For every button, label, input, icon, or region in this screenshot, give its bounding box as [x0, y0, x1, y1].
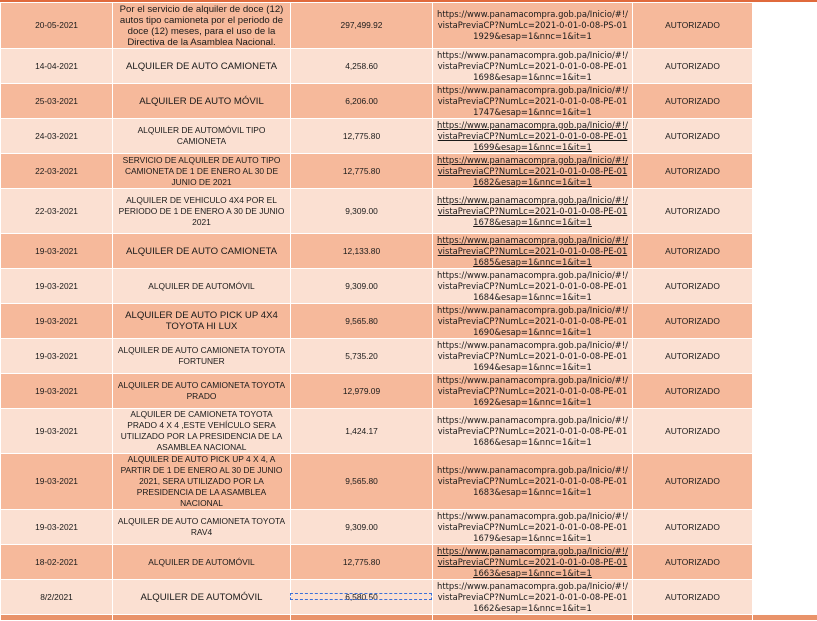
description-cell[interactable]: ALQUILER DE AUTO PICK UP 4 X 4, A PARTIR DE 1 DE ENERO AL 30 DE JUNIO 2021, SERA UTILIZADO POR LA PRESIDENCIA DE LA ASAMBLEA NACIONAL — [113, 454, 291, 510]
link-cell[interactable] — [433, 545, 633, 580]
empty-cell[interactable] — [753, 374, 817, 409]
procurement-link[interactable]: https://www.panamacompra.gob.pa/Inicio/#!/vistaPreviaCP?NumLc=2021-0-01-0-08-PE-011694&esap=1&nnc=1&it=1 — [437, 340, 628, 372]
amount-cell[interactable]: 12,775.80 — [291, 154, 433, 189]
table-row — [1, 189, 817, 234]
amount-cell[interactable]: 9,565.80 — [291, 304, 433, 339]
totals-cell[interactable] — [291, 615, 433, 621]
amount-cell[interactable]: 12,775.80 — [291, 545, 433, 580]
procurement-link[interactable]: https://www.panamacompra.gob.pa/Inicio/#!/vistaPreviaCP?NumLc=2021-0-01-0-08-PE-011699&esap=1&nnc=1&it=1 — [437, 120, 628, 152]
amount-cell[interactable]: 9,309.00 — [291, 189, 433, 234]
procurement-link[interactable]: https://www.panamacompra.gob.pa/Inicio/#!/vistaPreviaCP?NumLc=2021-0-01-0-08-PE-011679&esap=1&nnc=1&it=1 — [437, 511, 628, 543]
status-cell[interactable]: AUTORIZADO — [633, 580, 753, 615]
date-cell[interactable]: 19-03-2021 — [1, 409, 113, 454]
link-cell[interactable] — [433, 119, 633, 154]
date-cell[interactable]: 14-04-2021 — [1, 49, 113, 84]
link-cell[interactable] — [433, 3, 633, 49]
amount-cell[interactable]: 297,499.92 — [291, 3, 433, 49]
totals-cell[interactable] — [113, 615, 291, 621]
empty-cell[interactable] — [753, 510, 817, 545]
date-cell[interactable]: 24-03-2021 — [1, 119, 113, 154]
description-cell[interactable]: ALQUILER DE AUTO PICK UP 4X4 TOYOTA HI LUX — [113, 304, 291, 339]
link-cell[interactable] — [433, 154, 633, 189]
link-cell[interactable] — [433, 304, 633, 339]
amount-cell[interactable]: 1,424.17 — [291, 409, 433, 454]
description-cell[interactable]: ALQUILER DE AUTOMÓVIL — [113, 545, 291, 580]
procurement-link[interactable]: https://www.panamacompra.gob.pa/Inicio/#!/vistaPreviaCP?NumLc=2021-0-01-0-08-PE-011686&esap=1&nnc=1&it=1 — [437, 415, 628, 447]
procurement-link[interactable]: https://www.panamacompra.gob.pa/Inicio/#!/vistaPreviaCP?NumLc=2021-0-01-0-08-PE-011692&esap=1&nnc=1&it=1 — [437, 375, 628, 407]
table-row — [1, 510, 817, 545]
description-cell[interactable]: ALQUILER DE AUTOMÓVIL — [113, 269, 291, 304]
link-cell[interactable] — [433, 84, 633, 119]
amount-cell[interactable]: 6,206.00 — [291, 84, 433, 119]
description-cell[interactable]: ALQUILER DE AUTO MÓVIL — [113, 84, 291, 119]
empty-cell[interactable] — [753, 49, 817, 84]
link-cell[interactable] — [433, 339, 633, 374]
empty-cell[interactable] — [753, 119, 817, 154]
status-cell[interactable]: AUTORIZADO — [633, 3, 753, 49]
status-cell[interactable]: AUTORIZADO — [633, 454, 753, 510]
empty-cell[interactable] — [753, 3, 817, 49]
empty-cell[interactable] — [753, 339, 817, 374]
amount-cell[interactable]: 6,580.50 — [291, 580, 433, 615]
link-cell[interactable] — [433, 374, 633, 409]
amount-cell[interactable]: 9,565.80 — [291, 454, 433, 510]
procurement-link[interactable]: https://www.panamacompra.gob.pa/Inicio/#!/vistaPreviaCP?NumLc=2021-0-01-0-08-PE-011683&esap=1&nnc=1&it=1 — [437, 465, 628, 497]
date-cell[interactable]: 22-03-2021 — [1, 154, 113, 189]
status-cell[interactable]: AUTORIZADO — [633, 409, 753, 454]
link-cell[interactable] — [433, 269, 633, 304]
link-cell[interactable] — [433, 580, 633, 615]
description-cell[interactable]: ALQUILER DE AUTO CAMIONETA — [113, 49, 291, 84]
procurement-link[interactable]: https://www.panamacompra.gob.pa/Inicio/#!/vistaPreviaCP?NumLc=2021-0-01-0-08-PE-011663&esap=1&nnc=1&it=1 — [437, 546, 628, 578]
contracts-table — [0, 2, 817, 621]
description-cell[interactable]: ALQUILER DE AUTO CAMIONETA TOYOTA RAV4 — [113, 510, 291, 545]
table-row — [1, 119, 817, 154]
description-cell[interactable]: Por el servicio de alquiler de doce (12) autos tipo camioneta por el periodo de doce (12) meses, para el uso de la Directiva de la Asamblea Nacional. — [113, 3, 291, 49]
date-cell[interactable]: 19-03-2021 — [1, 339, 113, 374]
amount-cell[interactable]: 12,979.09 — [291, 374, 433, 409]
empty-cell[interactable] — [753, 580, 817, 615]
status-cell[interactable]: AUTORIZADO — [633, 510, 753, 545]
table-row — [1, 234, 817, 269]
date-cell[interactable]: 25-03-2021 — [1, 84, 113, 119]
date-cell[interactable]: 19-03-2021 — [1, 374, 113, 409]
description-cell[interactable]: ALQUILER DE AUTOMÓVIL TIPO CAMIONETA — [113, 119, 291, 154]
status-cell[interactable]: AUTORIZADO — [633, 339, 753, 374]
table-row — [1, 3, 817, 49]
link-cell[interactable] — [433, 510, 633, 545]
description-cell[interactable]: ALQUILER DE VEHICULO 4X4 POR EL PERIODO DE 1 DE ENERO A 30 DE JUNIO 2021 — [113, 189, 291, 234]
totals-cell[interactable] — [433, 615, 633, 621]
procurement-link[interactable]: https://www.panamacompra.gob.pa/Inicio/#!/vistaPreviaCP?NumLc=2021-0-01-0-08-PE-011685&esap=1&nnc=1&it=1 — [437, 235, 628, 267]
empty-cell[interactable] — [753, 304, 817, 339]
date-cell[interactable]: 19-03-2021 — [1, 454, 113, 510]
amount-cell[interactable]: 9,309.00 — [291, 269, 433, 304]
date-cell[interactable]: 8/2/2021 — [1, 580, 113, 615]
table-row — [1, 339, 817, 374]
table-row — [1, 154, 817, 189]
description-cell[interactable]: ALQUILER DE CAMIONETA TOYOTA PRADO 4 X 4 ,ESTE VEHÍCULO SERA UTILIZADO POR LA PRESIDENCIA DE LA ASAMBLEA NACIONAL — [113, 409, 291, 454]
status-cell[interactable]: AUTORIZADO — [633, 304, 753, 339]
table-row — [1, 304, 817, 339]
table-row — [1, 49, 817, 84]
date-cell[interactable]: 22-03-2021 — [1, 189, 113, 234]
date-cell[interactable]: 20-05-2021 — [1, 3, 113, 49]
description-cell[interactable]: ALQUILER DE AUTO CAMIONETA TOYOTA PRADO — [113, 374, 291, 409]
table-row — [1, 84, 817, 119]
cell-selection-marquee — [290, 593, 432, 600]
empty-cell[interactable] — [753, 84, 817, 119]
empty-cell[interactable] — [753, 409, 817, 454]
link-cell[interactable] — [433, 49, 633, 84]
procurement-link[interactable]: https://www.panamacompra.gob.pa/Inicio/#!/vistaPreviaCP?NumLc=2021-0-01-0-08-PE-011678&esap=1&nnc=1&it=1 — [437, 195, 628, 227]
amount-cell[interactable]: 5,735.20 — [291, 339, 433, 374]
amount-cell[interactable]: 12,775.80 — [291, 119, 433, 154]
status-cell[interactable]: AUTORIZADO — [633, 269, 753, 304]
amount-cell[interactable]: 9,309.00 — [291, 510, 433, 545]
status-cell[interactable]: AUTORIZADO — [633, 49, 753, 84]
date-cell[interactable]: 18-02-2021 — [1, 545, 113, 580]
date-cell[interactable]: 19-03-2021 — [1, 510, 113, 545]
procurement-link[interactable]: https://www.panamacompra.gob.pa/Inicio/#!/vistaPreviaCP?NumLc=2021-0-01-0-08-PE-011682&esap=1&nnc=1&it=1 — [437, 155, 628, 187]
table-row — [1, 409, 817, 454]
link-cell[interactable] — [433, 409, 633, 454]
totals-row — [1, 615, 817, 621]
status-cell[interactable]: AUTORIZADO — [633, 84, 753, 119]
status-cell[interactable]: AUTORIZADO — [633, 234, 753, 269]
totals-cell[interactable] — [1, 615, 113, 621]
status-cell[interactable]: AUTORIZADO — [633, 189, 753, 234]
procurement-link[interactable]: https://www.panamacompra.gob.pa/Inicio/#!/vistaPreviaCP?NumLc=2021-0-01-0-08-PS-011929&esap=1&nnc=1&it=1 — [437, 9, 628, 41]
description-cell[interactable]: ALQUILER DE AUTOMÓVIL — [113, 580, 291, 615]
status-cell[interactable]: AUTORIZADO — [633, 119, 753, 154]
amount-cell[interactable]: 4,258.60 — [291, 49, 433, 84]
status-cell[interactable]: AUTORIZADO — [633, 154, 753, 189]
table-row — [1, 545, 817, 580]
status-cell[interactable]: AUTORIZADO — [633, 374, 753, 409]
procurement-link[interactable]: https://www.panamacompra.gob.pa/Inicio/#!/vistaPreviaCP?NumLc=2021-0-01-0-08-PE-011747&esap=1&nnc=1&it=1 — [437, 85, 628, 117]
date-cell[interactable]: 19-03-2021 — [1, 304, 113, 339]
link-cell[interactable] — [433, 454, 633, 510]
totals-cell[interactable] — [753, 615, 817, 621]
procurement-link[interactable]: https://www.panamacompra.gob.pa/Inicio/#!/vistaPreviaCP?NumLc=2021-0-01-0-08-PE-011662&esap=1&nnc=1&it=1 — [437, 581, 628, 613]
description-cell[interactable]: ALQUILER DE AUTO CAMIONETA TOYOTA FORTUNER — [113, 339, 291, 374]
empty-cell[interactable] — [753, 545, 817, 580]
table-row — [1, 454, 817, 510]
date-cell[interactable]: 19-03-2021 — [1, 234, 113, 269]
totals-cell[interactable] — [633, 615, 753, 621]
link-cell[interactable] — [433, 234, 633, 269]
empty-cell[interactable] — [753, 269, 817, 304]
table-row — [1, 269, 817, 304]
empty-cell[interactable] — [753, 234, 817, 269]
amount-cell[interactable]: 12,133.80 — [291, 234, 433, 269]
date-cell[interactable]: 19-03-2021 — [1, 269, 113, 304]
status-cell[interactable]: AUTORIZADO — [633, 545, 753, 580]
procurement-link[interactable]: https://www.panamacompra.gob.pa/Inicio/#!/vistaPreviaCP?NumLc=2021-0-01-0-08-PE-011698&esap=1&nnc=1&it=1 — [437, 50, 628, 82]
empty-cell[interactable] — [753, 454, 817, 510]
procurement-link[interactable]: https://www.panamacompra.gob.pa/Inicio/#!/vistaPreviaCP?NumLc=2021-0-01-0-08-PE-011690&esap=1&nnc=1&it=1 — [437, 305, 628, 337]
table-row — [1, 374, 817, 409]
empty-cell[interactable] — [753, 189, 817, 234]
empty-cell[interactable] — [753, 154, 817, 189]
procurement-link[interactable]: https://www.panamacompra.gob.pa/Inicio/#!/vistaPreviaCP?NumLc=2021-0-01-0-08-PE-011684&esap=1&nnc=1&it=1 — [437, 270, 628, 302]
link-cell[interactable] — [433, 189, 633, 234]
description-cell[interactable]: ALQUILER DE AUTO CAMIONETA — [113, 234, 291, 269]
description-cell[interactable]: SERVICIO DE ALQUILER DE AUTO TIPO CAMIONETA DE 1 DE ENERO AL 30 DE JUNIO DE 2021 — [113, 154, 291, 189]
